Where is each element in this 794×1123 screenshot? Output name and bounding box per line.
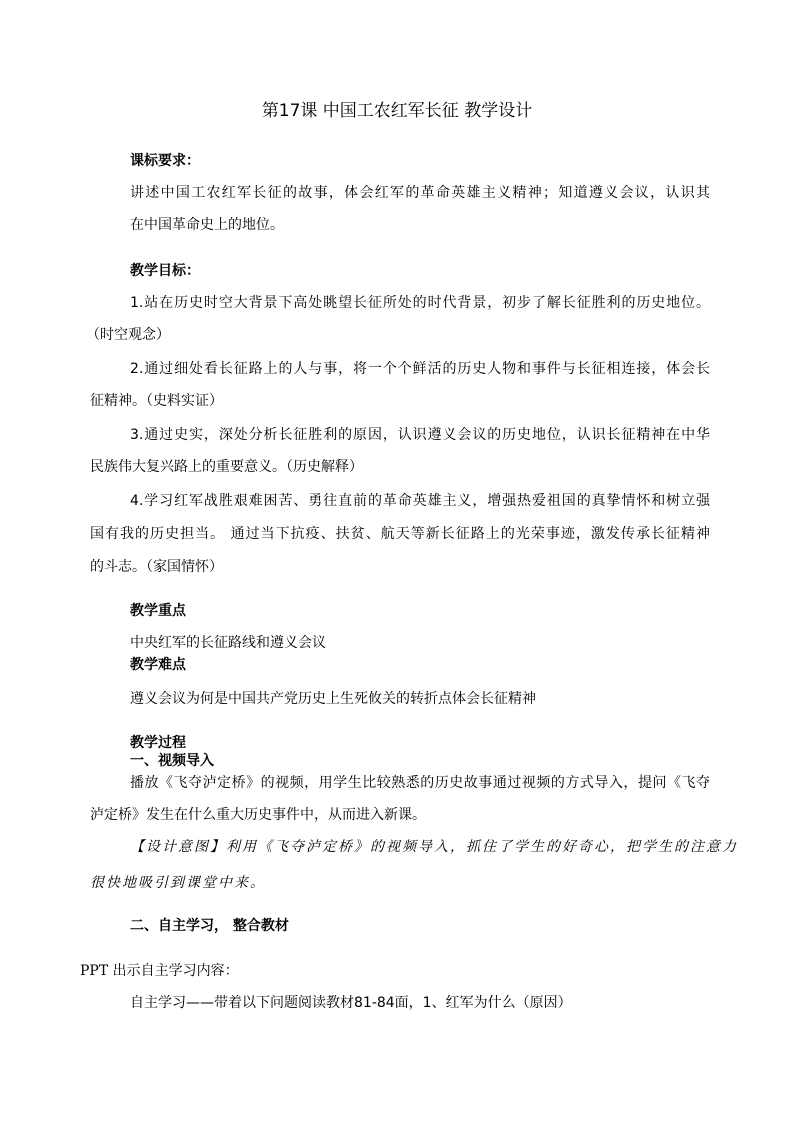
design-intent-line: 【设计意图】利用《飞夺泸定桥》的视频导入，抓住了学生的好奇心，把学生的注意力 [130, 839, 738, 855]
objective-line: （时空观念） [86, 327, 170, 343]
objective-line: 1.站在历史时空大背景下高处眺望长征所处的时代背景，初步了解长征胜利的历史地位。 [130, 295, 710, 311]
section1-line: 泸定桥》发生在什么重大历史事件中，从而进入新课。 [90, 807, 426, 823]
section1-heading: 一、视频导入 [130, 753, 214, 769]
ppt-line: PPT 出示自主学习内容： [80, 963, 239, 979]
objective-line: 2.通过细处看长征路上的人与事，将一个个鲜活的历史人物和事件与长征相连接，体会长 [130, 361, 710, 377]
objective-line: 的斗志。（家国情怀） [90, 559, 223, 575]
objective-line: 4.学习红军战胜艰难困苦、勇往直前的革命英雄主义，增强热爱祖国的真挚情怀和树立强 [130, 493, 710, 509]
curriculum-heading: 课标要求： [130, 153, 200, 169]
curriculum-line: 在中国革命史上的地位。 [130, 217, 284, 233]
section2-heading: 二、自主学习， 整合教材 [130, 918, 289, 934]
section1-line: 播放《飞夺泸定桥》的视频，用学生比较熟悉的历史故事通过视频的方式导入，提问《飞夺 [130, 775, 710, 791]
difficult-points-heading: 教学难点 [130, 657, 186, 673]
difficult-points-text: 遵义会议为何是中国共产党历史上生死攸关的转折点体会长征精神 [130, 691, 536, 707]
key-points-text: 中央红军的长征路线和遵义会议 [130, 635, 326, 651]
process-heading: 教学过程 [130, 735, 186, 751]
key-points-heading: 教学重点 [130, 603, 186, 619]
objective-line: 民族伟大复兴路上的重要意义。（历史解释） [90, 459, 363, 475]
design-intent-line: 很快地吸引到课堂中来。 [90, 875, 266, 891]
self-study-line: 自主学习——带着以下问题阅读教材81-84面，1、红军为什么（原因） [130, 995, 572, 1011]
objective-line: 国有我的历史担当。 通过当下抗疫、扶贫、航天等新长征路上的光荣事迹，激发传承长征精神 [90, 526, 710, 542]
objective-line: 3.通过史实，深处分析长征胜利的原因，认识遵义会议的历史地位，认识长征精神在中华 [130, 427, 710, 443]
objective-line: 征精神。（史料实证） [90, 393, 223, 409]
curriculum-line: 讲述中国工农红军长征的故事，体会红军的革命英雄主义精神；知道遵义会议，认识其 [130, 185, 710, 201]
objectives-heading: 教学目标： [130, 263, 200, 279]
page-title: 第17课 中国工农红军长征 教学设计 [261, 101, 533, 121]
